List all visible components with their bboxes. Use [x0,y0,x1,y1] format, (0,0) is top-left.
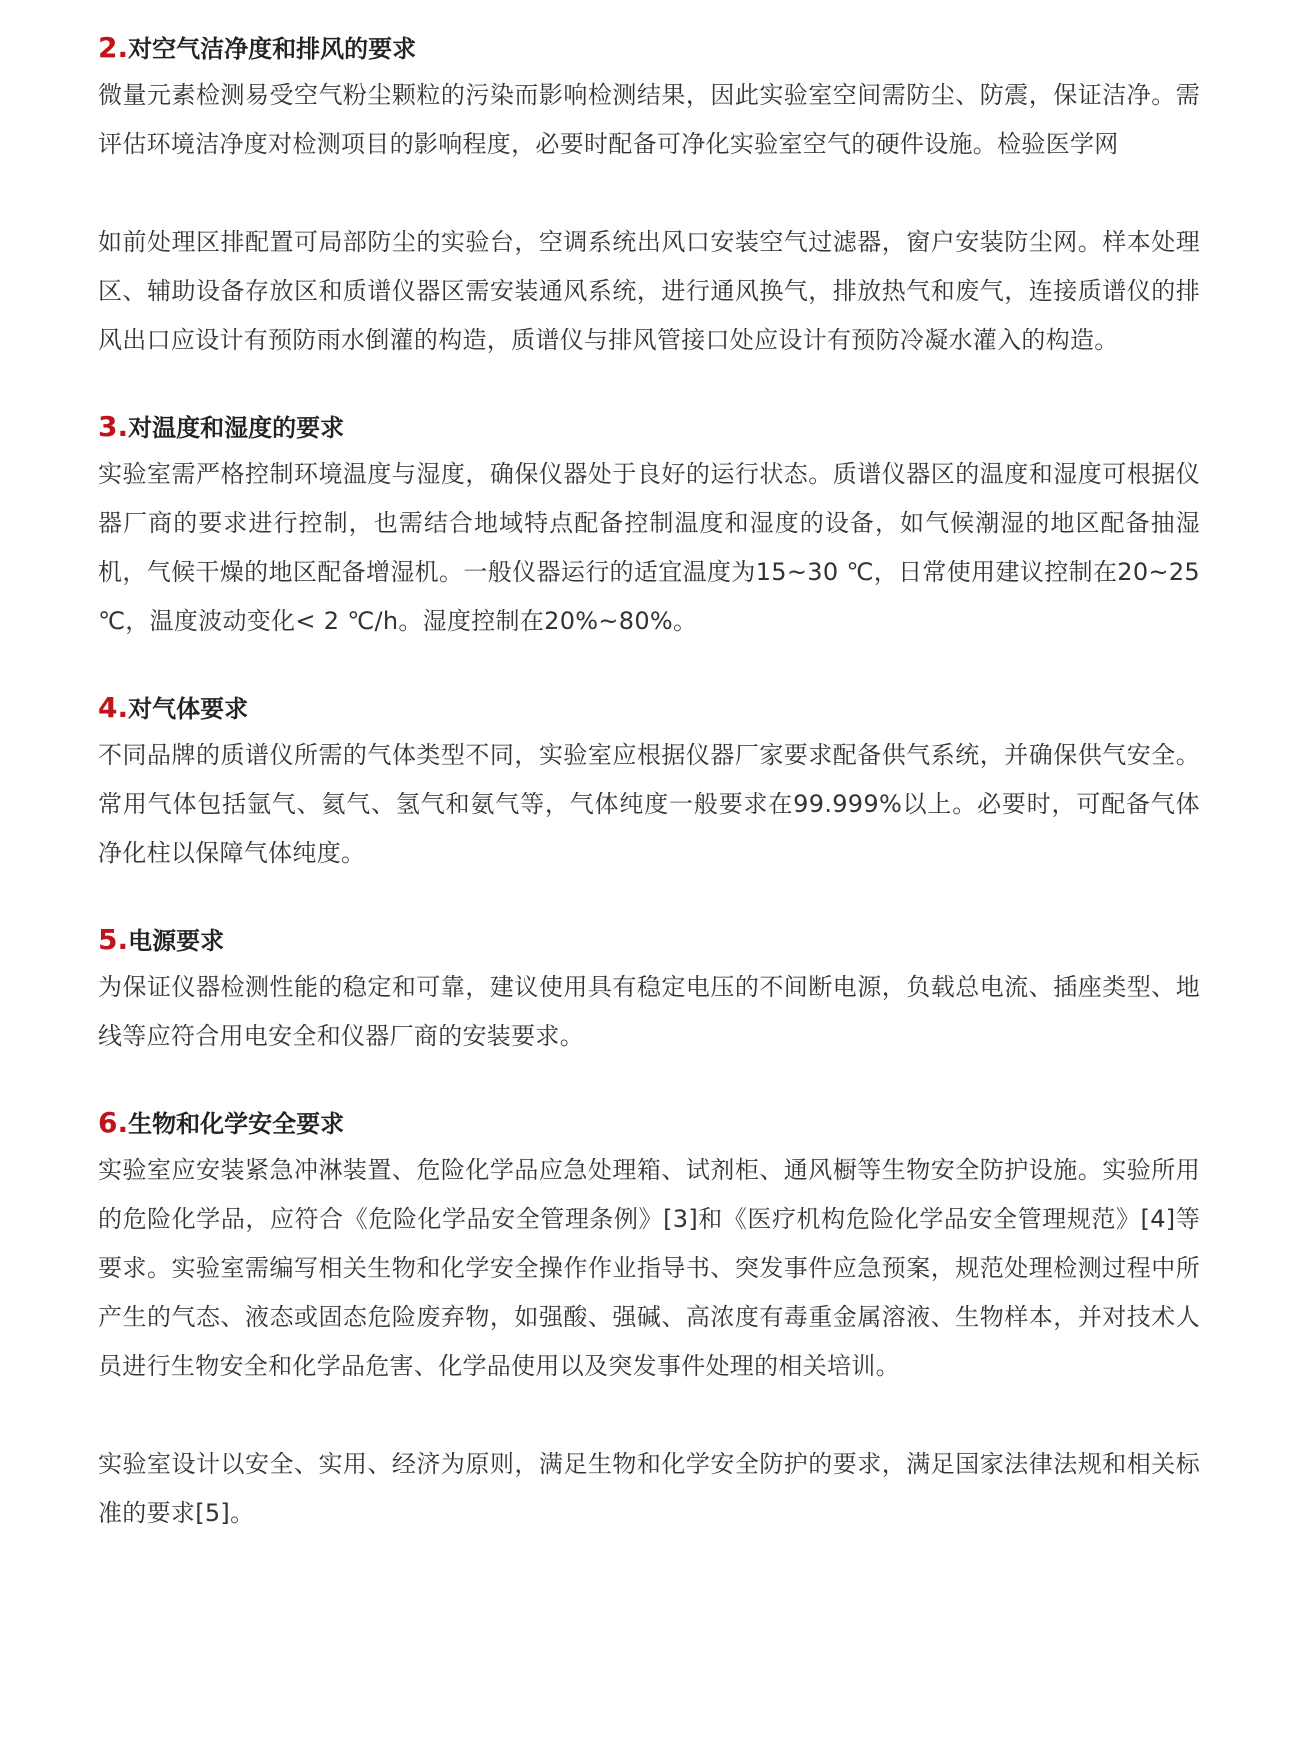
section-heading [98,918,1200,963]
paragraph: 如前处理区排配置可局部防尘的实验台，空调系统出风口安装空气过滤器，窗户安装防尘网。样本处理区、辅助设备存放区和质谱仪器区需安装通风系统，进行通风换气，排放热气和废气，连接质谱仪的排风出口应设计有预防雨水倒灌的构造，质谱仪与排风管接口处应设计有预防冷凝水灌入的构造。 [98,228,1200,354]
section-number: 6. [98,1106,129,1139]
paragraph: 实验室设计以安全、实用、经济为原则，满足生物和化学安全防护的要求，满足国家法律法规和相关标准的要求[5]。 [98,1450,1200,1527]
section-number: 5. [98,923,129,956]
paragraph: 实验室需严格控制环境温度与湿度，确保仪器处于良好的运行状态。质谱仪器区的温度和湿度可根据仪器厂商的要求进行控制，也需结合地域特点配备控制温度和湿度的设备，如气候潮湿的地区配备抽湿机，气候干燥的地区配备增湿机。一般仪器运行的适宜温度为15~30 ℃，日常使用建议控制在20~25 ℃，温度波动变化< 2 ℃/h。湿度控制在20%~80%。 [98,460,1200,635]
section-heading [98,26,1200,71]
paragraph: 实验室应安装紧急冲淋装置、危险化学品应急处理箱、试剂柜、通风橱等生物安全防护设施。实验所用的危险化学品，应符合《危险化学品安全管理条例》[3]和《医疗机构危险化学品安全管理规范》[4]等要求。实验室需编写相关生物和化学安全操作作业指导书、突发事件应急预案，规范处理检测过程中所产生的气态、液态或固态危险废弃物，如强酸、强碱、高浓度有毒重金属溶液、生物样本，并对技术人员进行生物安全和化学品危害、化学品使用以及突发事件处理的相关培训。 [98,1156,1200,1380]
section-heading [98,1101,1200,1146]
section-number: 4. [98,691,129,724]
section-title: 对气体要求 [128,695,249,723]
paragraph: 为保证仪器检测性能的稳定和可靠，建议使用具有稳定电压的不间断电源，负载总电流、插座类型、地线等应符合用电安全和仪器厂商的安装要求。 [98,973,1200,1050]
section-title: 生物和化学安全要求 [128,1110,345,1138]
section-heading [98,686,1200,731]
paragraph: 微量元素检测易受空气粉尘颗粒的污染而影响检测结果，因此实验室空间需防尘、防震，保证洁净。需评估环境洁净度对检测项目的影响程度，必要时配备可净化实验室空气的硬件设施。检验医学网 [98,81,1200,158]
paragraph: 不同品牌的质谱仪所需的气体类型不同，实验室应根据仪器厂家要求配备供气系统，并确保供气安全。常用气体包括氩气、氦气、氢气和氨气等，气体纯度一般要求在99.999%以上。必要时，可配备气体净化柱以保障气体纯度。 [98,741,1200,867]
section-heading [98,405,1200,450]
section-number: 3. [98,410,129,443]
section-title: 电源要求 [128,927,225,955]
section-title: 对空气洁净度和排风的要求 [128,35,417,63]
section-title: 对温度和湿度的要求 [128,414,345,442]
section-number: 2. [98,31,129,64]
